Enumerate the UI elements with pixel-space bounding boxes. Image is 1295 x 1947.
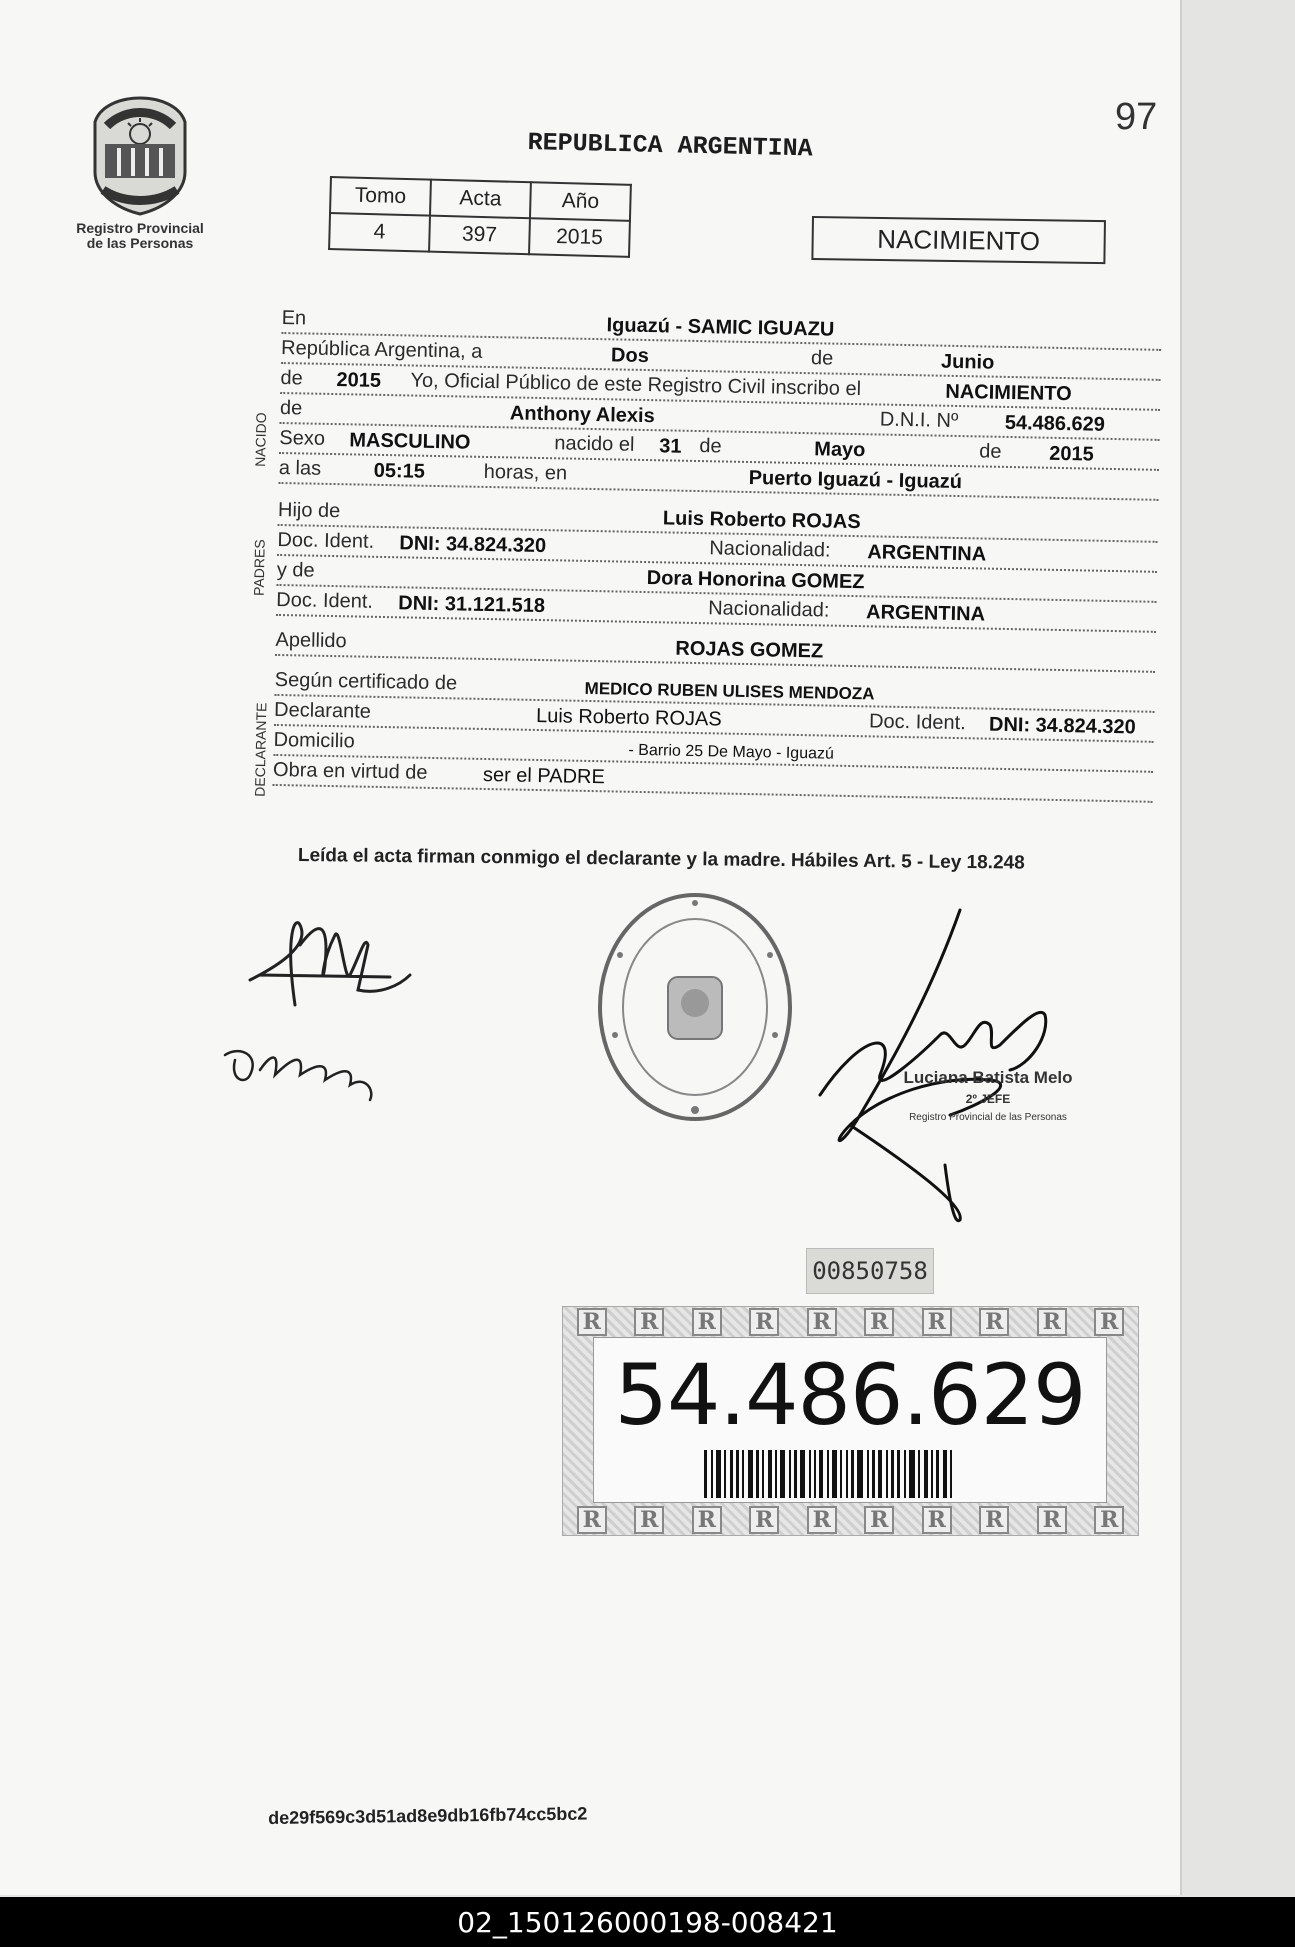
band-mark: R <box>692 1308 722 1336</box>
band-mark: R <box>1094 1308 1124 1336</box>
serial-number: 00850758 <box>806 1248 934 1294</box>
file-id: 02_150126000198-008421 <box>457 1905 838 1939</box>
official-block <box>868 1068 1108 1123</box>
value-name: Anthony Alexis <box>509 402 655 428</box>
barcode-bar <box>800 1450 805 1498</box>
official-seal-icon <box>590 885 800 1130</box>
value-act: NACIMIENTO <box>945 380 1072 406</box>
label-declarante: Declarante <box>273 698 372 723</box>
value-month: Junio <box>940 350 995 374</box>
band-mark: R <box>922 1308 952 1336</box>
value-mother-nat: ARGENTINA <box>865 601 986 626</box>
value-year: 2015 <box>336 369 382 392</box>
label-doc-mother: Doc. Ident. <box>276 588 374 613</box>
barcode-bar <box>736 1450 739 1498</box>
barcode-bar <box>748 1450 753 1498</box>
value-time: 05:15 <box>373 459 426 483</box>
value-tomo: 4 <box>329 213 430 252</box>
barcode-bar <box>716 1450 721 1498</box>
value-father-name: Luis Roberto ROJAS <box>662 507 861 534</box>
barcode-bar <box>809 1450 811 1498</box>
barcode-bar <box>950 1450 952 1498</box>
barcode-bar <box>756 1450 759 1498</box>
barcode-bar <box>819 1450 823 1498</box>
label-horas: horas, en <box>483 460 568 485</box>
sticker-band-top <box>563 1307 1138 1337</box>
label-de-year: de <box>280 366 303 390</box>
band-mark: R <box>692 1506 722 1534</box>
barcode-bar <box>924 1450 928 1498</box>
barcode-bar <box>943 1450 947 1498</box>
band-mark: R <box>634 1506 664 1534</box>
label-yde: y de <box>276 558 315 582</box>
value-declarante-doc: DNI: 34.824.320 <box>988 713 1136 739</box>
logo-caption-line2: de las Personas <box>86 235 194 251</box>
band-mark: R <box>864 1506 894 1534</box>
document-hash: de29f569c3d51ad8e9db16fb74cc5bc2 <box>268 1803 588 1828</box>
page-number: 97 <box>1115 96 1158 138</box>
label-nac-mother: Nacionalidad: <box>707 597 830 622</box>
official-rank: 2º JEFE <box>965 1092 1011 1106</box>
barcode-bar <box>857 1450 863 1498</box>
misiones-emblem-icon <box>85 92 195 217</box>
band-mark: R <box>807 1506 837 1534</box>
barcode-bar <box>775 1450 777 1498</box>
header-tomo: Tomo <box>330 177 431 216</box>
label-en: En <box>281 306 307 330</box>
label-sexo: Sexo <box>279 426 326 450</box>
barcode-bar <box>886 1450 888 1498</box>
label-de-birth-year: de <box>979 440 1002 463</box>
document-title: REPUBLICA ARGENTINA <box>527 128 813 164</box>
value-declarante: Luis Roberto ROJAS <box>535 704 722 731</box>
label-nacido: nacido el <box>554 432 635 456</box>
band-mark: R <box>979 1308 1009 1336</box>
barcode-bar <box>794 1450 797 1498</box>
barcode-bar <box>704 1450 707 1498</box>
registry-table-values <box>329 213 630 257</box>
barcode-bar <box>789 1450 791 1498</box>
barcode-bar <box>867 1450 869 1498</box>
label-doc-declarante: Doc. Ident. <box>868 710 966 735</box>
label-dni: D.N.I. Nº <box>879 408 959 433</box>
band-mark: R <box>634 1308 664 1336</box>
barcode <box>704 1450 1034 1498</box>
label-nac-father: Nacionalidad: <box>709 537 831 562</box>
value-birth-day: 31 <box>659 435 682 458</box>
value-mother-doc: DNI: 31.121.518 <box>398 592 546 618</box>
barcode-bar <box>840 1450 842 1498</box>
side-label-declarante: DECLARANTE <box>251 702 270 797</box>
record-type-box: NACIMIENTO <box>811 216 1106 264</box>
band-mark: R <box>864 1308 894 1336</box>
label-hijo: Hijo de <box>277 498 341 523</box>
value-certificado: MEDICO RUBEN ULISES MENDOZA <box>584 678 875 704</box>
barcode-bar <box>832 1450 837 1498</box>
label-de-name: de <box>279 396 303 420</box>
value-surname: ROJAS GOMEZ <box>675 637 824 663</box>
barcode-bar <box>936 1450 939 1498</box>
value-en: Iguazú - SAMIC IGUAZU <box>606 314 835 341</box>
band-mark: R <box>922 1506 952 1534</box>
barcode-bar <box>768 1450 772 1498</box>
logo-caption-line1: Registro Provincial <box>76 220 204 236</box>
barcode-bar <box>724 1450 726 1498</box>
band-mark: R <box>749 1506 779 1534</box>
value-father-doc: DNI: 34.824.320 <box>399 532 547 558</box>
sticker-band-bottom <box>563 1505 1138 1535</box>
logo-caption <box>70 221 210 251</box>
registry-table <box>328 176 632 258</box>
value-birth-year: 2015 <box>1049 442 1094 466</box>
label-alas: a las <box>278 456 322 480</box>
band-mark: R <box>1037 1308 1067 1336</box>
side-label-nacido: NACIDO <box>252 412 270 467</box>
label-obra: Obra en virtud de <box>272 758 428 784</box>
barcode-bar <box>846 1450 848 1498</box>
value-domicilio: - Barrio 25 De Mayo - Iguazú <box>628 741 835 763</box>
value-anio: 2015 <box>529 218 630 257</box>
value-mother-name: Dora Honorina GOMEZ <box>646 567 865 594</box>
value-day: Dos <box>610 344 650 368</box>
declarant-signature-icon <box>240 905 420 1015</box>
barcode-bar <box>904 1450 906 1498</box>
band-mark: R <box>577 1506 607 1534</box>
band-mark: R <box>577 1308 607 1336</box>
label-oficial: Yo, Oficial Público de este Registro Civil inscribo el <box>410 369 862 401</box>
header-acta: Acta <box>430 180 531 219</box>
barcode-bar <box>742 1450 744 1498</box>
barcode-bar <box>891 1450 894 1498</box>
label-domicilio: Domicilio <box>273 728 355 753</box>
sticker-label <box>593 1337 1107 1503</box>
value-sexo: MASCULINO <box>349 429 471 454</box>
label-de-month: de <box>810 347 834 370</box>
band-mark: R <box>979 1506 1009 1534</box>
barcode-bar <box>730 1450 733 1498</box>
barcode-bar <box>872 1450 875 1498</box>
barcode-bar <box>918 1450 920 1498</box>
value-dni: 54.486.629 <box>1004 411 1106 436</box>
barcode-bar <box>780 1450 785 1498</box>
label-certificado: Según certificado de <box>274 668 458 695</box>
value-father-nat: ARGENTINA <box>867 541 987 566</box>
label-republica: República Argentina, a <box>280 336 483 363</box>
value-place: Puerto Iguazú - Iguazú <box>748 466 963 494</box>
registry-logo <box>70 92 210 251</box>
side-label-padres: PADRES <box>250 539 268 597</box>
barcode-bar <box>878 1450 882 1498</box>
mother-signature-icon <box>220 1035 390 1105</box>
sticker-number: 54.486.629 <box>614 1346 1086 1444</box>
value-obra: ser el PADRE <box>482 763 606 789</box>
barcode-bar <box>814 1450 816 1498</box>
value-acta: 397 <box>429 216 530 255</box>
id-sticker <box>562 1306 1139 1536</box>
band-mark: R <box>1037 1506 1067 1534</box>
barcode-bar <box>909 1450 915 1498</box>
barcode-bar <box>931 1450 933 1498</box>
label-apellido: Apellido <box>275 628 347 653</box>
band-mark: R <box>807 1308 837 1336</box>
official-name: Luciana Batista Melo <box>903 1068 1073 1087</box>
header-anio: Año <box>530 182 631 221</box>
legal-note: Leída el acta firman conmigo el declarante y la madre. Hábiles Art. 5 - Ley 18.248 <box>297 845 1025 874</box>
barcode-bar <box>827 1450 829 1498</box>
band-mark: R <box>749 1308 779 1336</box>
value-birth-month: Mayo <box>814 438 866 462</box>
barcode-bar <box>897 1450 900 1498</box>
barcode-bar <box>711 1450 713 1498</box>
label-doc-father: Doc. Ident. <box>277 528 375 553</box>
file-id-bar <box>0 1897 1295 1947</box>
label-de-birth: de <box>699 435 722 458</box>
official-office: Registro Provincial de las Personas <box>909 1112 1067 1123</box>
band-mark: R <box>1094 1506 1124 1534</box>
barcode-bar <box>762 1450 764 1498</box>
barcode-bar <box>851 1450 854 1498</box>
form-body <box>250 302 1162 797</box>
registrar-signature-icon <box>780 905 1080 1225</box>
